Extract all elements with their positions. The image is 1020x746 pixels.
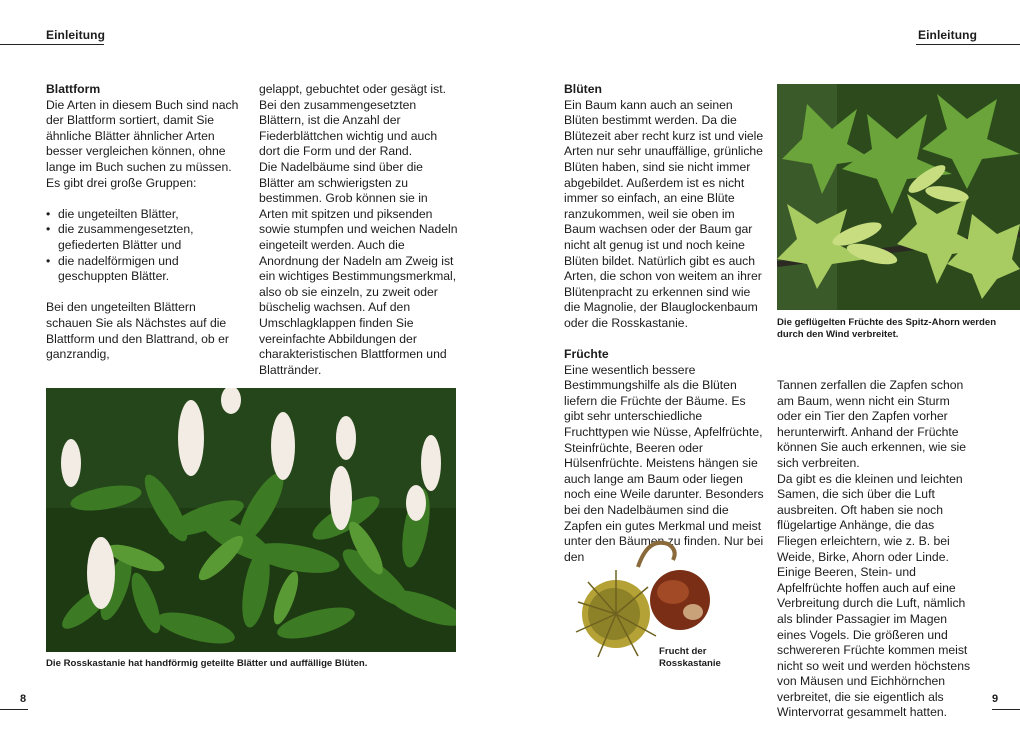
- paragraph: Die Nadelbäume sind über die Blätter am schwierigsten zu bestimmen. Grob können sie in Arten mit spitzen und piksenden sowie stumpfen und weichen Nadeln eingeteilt werden. Auch die Anordnung der Nadeln am Zweig ist ein wichtiges Bestimmungsmerkmal, also ob sie einzeln, zu zweit oder büschelig wachsen. Auf den Umschlagklappen finden Sie vereinfachte Abbildungen der charakteristischen Blattformen und Blattränder.: [259, 159, 458, 377]
- header-rule-right: [916, 44, 1020, 45]
- paragraph: Da gibt es die kleinen und leichten Samen, die sich über die Luft ausbreiten. Oft haben sie noch flügelartige Anhänge, die das Fliegen erleichtern, wie z. B. bei Weide, Birke, Ahorn oder Linde. Einige Beeren, Stein- und Apfelfrüchte hoffen auch auf eine Verbreitung durch die Luft, nämlich als blinder Passagier im Magen eines Vogels. Die größeren und schwereren Früchte kommen meist nicht so weit und werden höchstens von Mäusen und Eichhörnchen verbreitet, die sie eigentlich als Wintervorrat gesammelt hatten.: [777, 471, 971, 720]
- column-blueten-fruechte: [564, 82, 764, 565]
- photo-horse-chestnut: [46, 388, 456, 652]
- page-number-right: 9: [992, 693, 999, 705]
- header-rule-left: [0, 44, 104, 45]
- paragraph: Eine wesentlich bessere Bestimmungshilfe als die Blüten liefern die Früchte der Bäume. Es gibt sehr unterschiedliche Fruchttypen wie Nüsse, Apfelfrüchte, Steinfrüchte, Beeren oder Hülsenfrüchte. Meistens hängen sie auch lange am Baum oder liegen noch eine Weile darunter. Besonders bei den Nadelbäumen sind die Zapfen ein gutes Merkmal und meist unter den Bäumen zu finden. Nur bei den: [564, 362, 764, 564]
- list-item: • die ungeteilten Blätter,: [58, 207, 242, 223]
- leaf-group-list: [46, 207, 242, 285]
- paragraph: Tannen zerfallen die Zapfen schon am Baum, wenn nicht ein Sturm oder ein Tier den Zapfen vorher herunterwirft. Anhand der Früchte können Sie auch erkennen, wie sie sich verbreiten.: [777, 378, 967, 470]
- list-item: • die nadelförmigen und geschuppten Blätter.: [58, 254, 242, 285]
- column-fruechte-cont: [777, 378, 977, 721]
- paragraph: gelappt, gebuchtet oder gesägt ist. Bei den zusammengesetzten Blättern, ist die Anzahl der Fiederblättchen wichtig und auch dort die Form und der Rand.: [259, 82, 447, 159]
- paragraph: Ein Baum kann auch an seinen Blüten bestimmt werden. Da die Blütezeit aber recht kurz ist und viele Arten nur sehr unauffällige, grünliche Blüten haben, sind sie nicht immer abgebildet. Außerdem ist es nicht immer so einfach, an eine Blüte ranzukommen, weil sie oben im Baum wachsen oder der Baum gar nicht alt genug ist und noch keine Blüten bildet. Natürlich gibt es auch Arten, die schon von weitem an ihrer Blütenpracht zu erkennen sind wie die Magnolie, der Blauglockenbaum oder die Rosskastanie.: [564, 97, 764, 330]
- page-number-rule-right: [992, 709, 1020, 710]
- photo-norway-maple: [777, 84, 1020, 310]
- section-heading-blattform: Blattform: [46, 82, 101, 96]
- column-blattform-cont: [259, 82, 459, 378]
- norway-maple-image: [777, 84, 1020, 310]
- paragraph: Die Arten in diesem Buch sind nach der Blattform sortiert, damit Sie ähnliche Blätter ähnlicher Arten besser vergleichen können, ohne lange im Buch suchen zu müssen. Es gibt drei große Gruppen:: [46, 97, 239, 190]
- photo-caption-norway-maple: Die geflügelten Früchte des Spitz-Ahorn werden durch den Wind verbreitet.: [777, 317, 997, 340]
- page-number-left: 8: [20, 693, 27, 705]
- paragraph: Bei den ungeteilten Blättern schauen Sie als Nächstes auf die Blattform und den Blattrand, ob er ganzrandig,: [46, 300, 229, 362]
- horse-chestnut-image: [46, 388, 456, 652]
- running-header-left: Einleitung: [46, 28, 105, 42]
- column-blattform: [46, 82, 242, 363]
- photo-caption-horse-chestnut: Die Rosskastanie hat handförmig geteilte Blätter und auffällige Blüten.: [46, 658, 368, 669]
- section-heading-fruechte: Früchte: [564, 347, 609, 362]
- chestnut-fruit-caption: Frucht der Rosskastanie: [659, 646, 721, 669]
- running-header-right: Einleitung: [918, 28, 977, 42]
- list-item: • die zusammengesetzten, gefiederten Blätter und: [58, 222, 242, 253]
- section-heading-blueten: Blüten: [564, 82, 602, 96]
- page-number-rule-left: [0, 709, 28, 710]
